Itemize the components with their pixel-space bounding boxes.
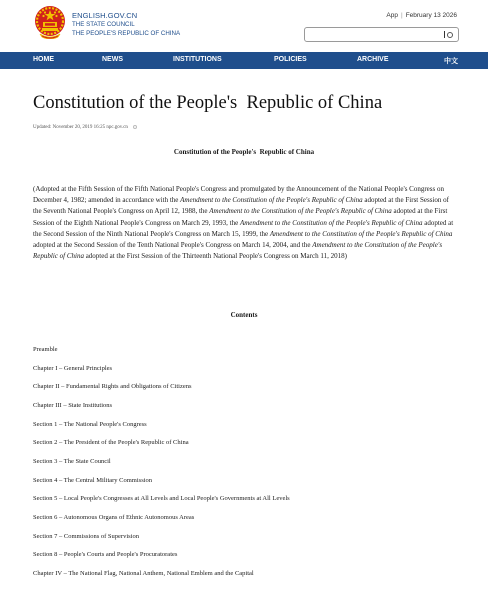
toc-item[interactable]: Section 5 – Local People's Congresses at All Levels and Local People's Governments at All Levels (33, 495, 290, 503)
adoption-text: adopted at the First Session of the Seventh National People's Congress on April 12, 1988, the (33, 196, 449, 216)
nav-item-archive[interactable]: ARCHIVE (357, 56, 389, 63)
toc-item[interactable]: Preamble (33, 346, 58, 353)
nav-item-institutions[interactable]: INSTITUTIONS (173, 56, 222, 63)
article-meta-text: Updated: November 20, 2019 16:25 npc.gov.cn (33, 125, 128, 131)
adoption-text: adopted at the Second Session of the Ninth National People's Congress on March 15, 1999, the (33, 218, 454, 238)
toc-item[interactable]: Section 8 – People's Courts and People's Procuratorates (33, 551, 178, 559)
national-emblem-logo[interactable] (34, 5, 66, 39)
separator: | (400, 12, 403, 19)
header-date: February 13 2026 (405, 12, 457, 19)
site-domain[interactable]: ENGLISH.GOV.CN (72, 11, 138, 20)
toc-item[interactable]: Chapter II – Fundamental Rights and Obligations of Citizens (33, 383, 192, 391)
site-line2: THE PEOPLE'S REPUBLIC OF CHINA (72, 30, 181, 37)
adoption-text: adopted at the Second Session of the Tenth National People's Congress on March 14, 2004, and the (33, 241, 313, 250)
toc-item[interactable]: Section 4 – The Central Military Commission (33, 476, 153, 484)
search-icon[interactable] (447, 32, 453, 38)
site-header (0, 0, 488, 52)
adoption-text: adopted at the First Session of the Thirteenth National People's Congress on March 11, 2018) (83, 252, 347, 261)
article-meta (33, 125, 137, 130)
site-name[interactable] (72, 11, 180, 38)
search-input[interactable] (304, 27, 459, 42)
amendment-reference: Amendment to the Constitution of the People's Republic of China (209, 207, 392, 216)
nav-item-home[interactable]: HOME (33, 56, 54, 63)
adoption-text: (Adopted at the Fifth Session of the Fifth National People's Congress and promulgated by the Announcement of the National People's Congress on December 4, 1982; amended in accordance with the (33, 185, 444, 205)
toc-item[interactable]: Section 1 – The National People's Congress (33, 420, 147, 428)
adoption-text: adopted at the First Session of the Eighth National People's Congress on March 29, 1993, the (33, 207, 448, 227)
amendment-reference: Amendment to the Constitution of the People's Republic of China (33, 241, 443, 261)
toc-item[interactable]: Section 6 – Autonomous Organs of Ethnic Autonomous Areas (33, 513, 195, 521)
toc-item[interactable]: Section 2 – The President of the People's Republic of China (33, 439, 189, 447)
site-line1: THE STATE COUNCIL (72, 21, 135, 28)
top-utility (386, 12, 457, 19)
toc-item[interactable]: Chapter I – General Principles (33, 364, 113, 372)
page-title: Constitution of the People's Republic of China (33, 93, 383, 113)
toc-item[interactable]: Chapter IV – The National Flag, National Anthem, National Emblem and the Capital (33, 569, 254, 577)
amendment-reference: Amendment to the Constitution of the People's Republic of China (239, 218, 423, 227)
text-cursor (444, 31, 445, 38)
contents-heading: Contents (230, 311, 258, 319)
toc-item[interactable]: Section 3 – The State Council (33, 457, 111, 465)
amendment-reference: Amendment to the Constitution of the People's Republic of China (269, 229, 453, 238)
nav-item-policies[interactable]: POLICIES (274, 56, 307, 63)
toc-item[interactable]: Section 7 – Commissions of Supervision (33, 532, 139, 540)
nav-item-news[interactable]: NEWS (102, 56, 123, 63)
main-nav (0, 52, 488, 69)
app-link[interactable]: App (386, 12, 398, 19)
nav-item-chinese[interactable]: 中文 (444, 58, 458, 65)
toc-item[interactable]: Chapter III – State Institutions (33, 401, 113, 409)
amendment-reference: Amendment to the Constitution of the People's Republic of China (180, 196, 363, 205)
adoption-note (33, 184, 457, 262)
document-title: Constitution of the People's Republic of China (173, 148, 315, 156)
share-icon[interactable] (133, 125, 137, 129)
